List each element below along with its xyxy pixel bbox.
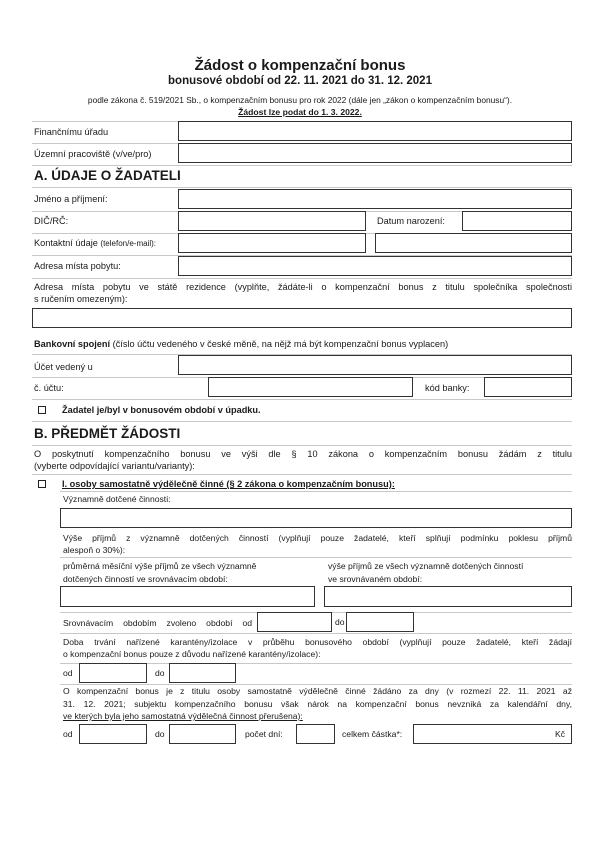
address-label: Adresa místa pobytu: — [34, 261, 121, 271]
section-b-heading: B. PŘEDMĚT ŽÁDOSTI — [34, 426, 181, 441]
claim-from-label: od — [63, 729, 73, 739]
divider — [32, 421, 572, 422]
tax-office-field[interactable] — [178, 121, 572, 141]
income-label-cont: alespoň o 30%): — [63, 545, 126, 555]
contact-phone-field[interactable] — [178, 233, 366, 253]
quarantine-to-label: do — [155, 668, 165, 678]
territorial-office-label: Územní pracoviště (v/ve/pro) — [34, 149, 152, 159]
birth-date-label: Datum narození: — [377, 216, 445, 226]
address-field[interactable] — [178, 256, 572, 276]
claim-to-field[interactable] — [169, 724, 236, 744]
account-number-label: č. účtu: — [34, 383, 64, 393]
quarantine-label-cont: o kompenzační bonus pouze z důvodu nařízené karantény/izolace): — [63, 649, 321, 659]
affected-activities-label: Významně dotčené činnosti: — [63, 494, 171, 504]
currency-label: Kč — [554, 729, 565, 739]
form-subtitle: bonusové období od 22. 11. 2021 do 31. 12. 2021 — [168, 75, 432, 87]
quarantine-from-label: od — [63, 668, 73, 678]
claim-days-label-end: ve kterých byla jeho samostatná výdělečná činnost přerušena): — [63, 711, 303, 721]
insolvency-label: Žadatel je/byl v bonusovém období v úpadku. — [62, 405, 261, 415]
residence-address-label-cont: s ručením omezeným): — [34, 294, 128, 304]
insolvency-checkbox[interactable] — [38, 406, 46, 414]
divider — [32, 399, 572, 400]
divider — [32, 165, 572, 166]
quarantine-from-field[interactable] — [79, 663, 147, 683]
total-amount-label: celkem částka*: — [342, 729, 403, 739]
quarantine-to-field[interactable] — [169, 663, 236, 683]
divider — [60, 557, 572, 558]
form-title: Žádost o kompenzační bonus — [194, 57, 406, 74]
divider — [32, 278, 572, 279]
bank-code-label: kód banky: — [425, 383, 470, 393]
divider — [32, 474, 572, 475]
avg-income-field[interactable] — [60, 586, 315, 607]
quarantine-label: Doba trvání nařízené karantény/izolace v průběhu bonusového období (vyplňují pouze žadatelé, kteří žádají — [63, 637, 572, 647]
contact-email-field[interactable] — [375, 233, 572, 253]
section-b-intro-cont: (vyberte odpovídající variantu/varianty): — [34, 461, 195, 471]
birth-date-field[interactable] — [462, 211, 572, 231]
tax-office-label: Finančnímu úřadu — [34, 127, 109, 137]
name-label: Jméno a příjmení: — [34, 194, 108, 204]
bank-name-field[interactable] — [178, 355, 572, 375]
divider — [60, 633, 572, 634]
name-field[interactable] — [178, 189, 572, 209]
section-a-heading: A. ÚDAJE O ŽADATELI — [34, 168, 181, 183]
total-amount-field[interactable] — [413, 724, 572, 744]
claim-from-field[interactable] — [79, 724, 147, 744]
divider — [32, 187, 572, 188]
affected-activities-field[interactable] — [60, 508, 572, 528]
claim-to-label: do — [155, 729, 165, 739]
days-count-field[interactable] — [296, 724, 335, 744]
territorial-office-field[interactable] — [178, 143, 572, 163]
contact-label: Kontaktní údaje (telefon/e-mail): — [34, 238, 156, 248]
dic-field[interactable] — [178, 211, 366, 231]
avg-income-label: průměrná měsíční výše příjmů ze všech významně — [63, 561, 257, 571]
bank-code-field[interactable] — [484, 377, 572, 397]
account-number-field[interactable] — [208, 377, 413, 397]
compared-income-field[interactable] — [324, 586, 572, 607]
bank-connection-label: Bankovní spojení (číslo účtu vedeného v české měně, na nějž má být kompenzační bonus vyplacen) — [34, 339, 449, 349]
comparison-period-to-field[interactable] — [346, 612, 414, 632]
divider — [32, 445, 572, 446]
comparison-period-label: Srovnávacím obdobím zvoleno období od — [63, 618, 252, 628]
comparison-period-from-field[interactable] — [257, 612, 332, 632]
divider — [60, 491, 572, 492]
osvc-title: I. osoby samostatně výdělečně činné (§ 2 zákona o kompenzačním bonusu): — [62, 479, 395, 489]
osvc-checkbox[interactable] — [38, 480, 46, 488]
period-to-label: do — [335, 617, 345, 627]
section-b-intro: O poskytnutí kompenzačního bonusu ve výši dle § 10 zákona o kompenzačním bonusu žádám z titulu — [34, 449, 572, 459]
residence-address-label: Adresa místa pobytu ve státě rezidence (vyplňte, žádáte-li o kompenzační bonus z titulu společníka společnosti — [34, 282, 572, 292]
income-label: Výše příjmů z významně dotčených činností (vyplňují pouze žadatelé, kteří splňují podmínku poklesu příjmů — [63, 533, 572, 543]
claim-days-label: O kompenzační bonus je z titulu osoby samostatně výdělečně činné žádáno za dny (v rozmezí 22. 11. 2021 až — [63, 686, 572, 696]
law-reference: podle zákona č. 519/2021 Sb., o kompenzačním bonusu pro rok 2022 (dále jen „zákon o kompenzačním bonusu“). — [87, 95, 513, 105]
claim-days-label-cont: 31. 12. 2021; subjektu kompenzačního bonusu však nárok na kompenzační bonus nevzniká za kalendářní dny, — [63, 699, 572, 709]
compared-income-label-cont: ve srovnávaném období: — [328, 574, 423, 584]
dic-label: DIČ/RČ: — [34, 216, 69, 226]
bank-name-label: Účet vedený u — [34, 362, 93, 372]
compared-income-label: výše příjmů ze všech významně dotčených činností — [328, 561, 524, 571]
days-count-label: počet dní: — [245, 729, 283, 739]
deadline-note: Žádost lze podat do 1. 3. 2022. — [238, 107, 362, 117]
avg-income-label-cont: dotčených činností ve srovnávacím období: — [63, 574, 228, 584]
residence-address-field[interactable] — [32, 308, 572, 328]
